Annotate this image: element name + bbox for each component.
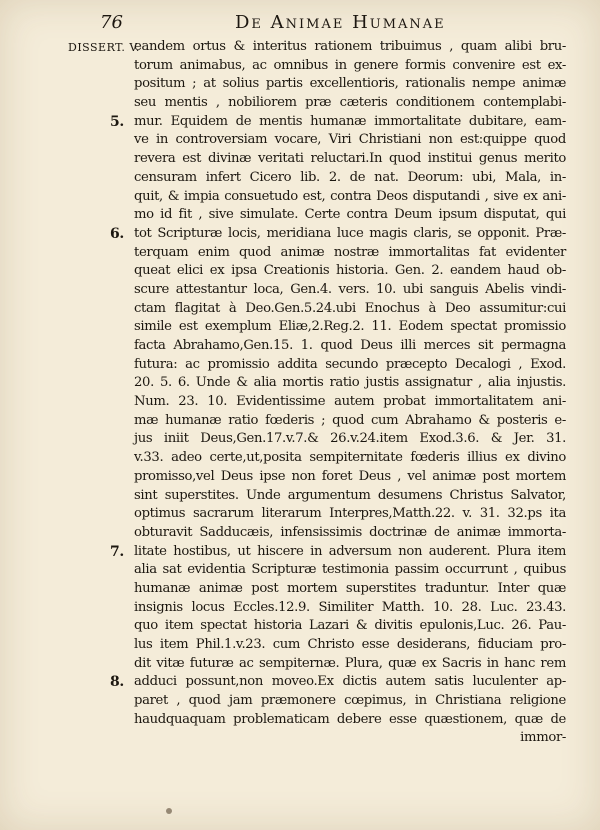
line-text: quit, & impia consuetudo est, contra Deos disputandi , sive ex ani- [134,188,566,204]
text-line [134,131,566,150]
text-line [134,580,566,599]
line-text: queat elici ex ipsa Creationis historia. Gen. 2. eandem haud ob- [134,263,566,279]
text-line [134,188,566,207]
text-line [134,281,566,300]
text-line [134,487,566,506]
text-line [134,412,566,431]
line-text: positum ; at solius partis excellentioris, rationalis nempe animæ [134,76,566,92]
line-text: paret , quod jam præmonere cœpimus, in Christiana religione [134,693,566,709]
line-text: immor- [520,730,566,746]
line-text: 20. 5. 6. Unde & alia mortis ratio justis assignatur , alia injustis. [134,375,566,391]
line-text: promisso,vel Deus ipse non foret Deus , vel animæ post mortem [134,468,566,484]
text-line [134,505,566,524]
section-number: 7. [110,543,124,560]
text-line [134,374,566,393]
line-text: mur. Equidem de mentis humanæ immortalitate dubitare, eam- [134,113,566,129]
line-text: jus iniit Deus,Gen.17.v.7.& 26.v.24.item Exod.3.6. & Jer. 31. [134,431,566,447]
line-text: optimus sacrarum literarum Interpres,Matth.22. v. 31. 32.ps ita [134,506,566,522]
running-head: De Animae Humanae [235,12,446,33]
text-line [134,711,566,730]
section-number: 5. [110,113,124,130]
line-text: ve in controversiam vocare, Viri Christiani non est:quippe quod [134,132,566,148]
text-line [134,337,566,356]
text-line [110,673,566,692]
line-text: obturavit Sadducæis, infensissimis doctrinæ de animæ immorta- [134,524,566,540]
page-header [0,6,600,36]
line-text: eandem ortus & interitus rationem tribuimus , quam alibi bru- [134,39,566,54]
text-line [110,113,566,132]
line-text: humanæ animæ post mortem superstites traduntur. Inter quæ [134,580,566,596]
line-text: alia sat evidentia Scripturæ testimonia passim occurrunt , quibus [134,562,566,578]
line-text: ctam flagitat à Deo.Gen.5.24.ubi Enochus à Deo assumitur:cui [134,300,566,316]
line-text: futura: ac promissio addita secundo præcepto Decalogi , Exod. [134,356,566,372]
line-text: terquam enim quod animæ nostræ immortalitas fat evidenter [134,244,566,260]
line-text: adduci possunt,non moveo.Ex dictis autem satis luculenter ap- [134,674,566,690]
text-line [134,244,566,263]
text-line [110,543,566,562]
text-line [134,38,566,57]
line-text: sint superstites. Unde argumentum desumens Christus Salvator, [134,487,566,503]
text-line [134,729,566,748]
line-text: scure attestantur loca, Gen.4. vers. 10. ubi sanguis Abelis vindi- [134,281,566,297]
text-line [134,300,566,319]
section-number: 6. [110,225,124,242]
line-text: Num. 23. 10. Evidentissime autem probat immortalitatem ani- [134,394,566,410]
text-line [134,169,566,188]
line-text: v.33. adeo certe,ut,posita sempiternitate fœderis illius ex divino [134,450,566,466]
text-line [134,206,566,225]
text-line [134,561,566,580]
paper-spot [166,808,172,814]
body-text [110,38,566,748]
line-text: dit vitæ futuræ ac sempiternæ. Plura, quæ ex Sacris in hanc rem [134,655,566,671]
line-text: censuram infert Cicero lib. 2. de nat. Deorum: ubi, Mala, in- [134,169,566,185]
line-text: mæ humanæ ratio fœderis ; quod cum Abrahamo & posteris e- [134,412,566,428]
margin-note: DISSERT. V. [68,41,140,54]
text-line [134,356,566,375]
text-line [134,599,566,618]
line-text: torum animabus, ac omnibus in genere formis convenire est ex- [134,57,566,73]
text-line [134,655,566,674]
text-line [134,75,566,94]
line-text: simile est exemplum Eliæ,2.Reg.2. 11. Eodem spectat promissio [134,319,566,335]
line-text: haudquaquam problematicam debere esse quæstionem, quæ de [134,711,566,727]
line-text: quo item spectat historia Lazari & divitis epulonis,Luc. 26. Pau- [134,618,566,634]
line-text: seu mentis , nobiliorem præ cæteris conditionem contemplabi- [134,95,566,111]
line-text: facta Abrahamo,Gen.15. 1. quod Deus illi merces sit permagna [134,338,566,353]
text-line [134,94,566,113]
text-line [134,430,566,449]
text-line [134,636,566,655]
page-number: 76 [100,12,123,33]
text-line [134,57,566,76]
text-line [134,692,566,711]
line-text: insignis locus Eccles.12.9. Similiter Matth. 10. 28. Luc. 23.43. [134,599,566,615]
text-line [134,524,566,543]
text-line [110,225,566,244]
section-number: 8. [110,674,124,691]
text-line [134,262,566,281]
text-line [134,449,566,468]
line-text: revera est divinæ veritati reluctari.In quod institui genus merito [134,151,566,167]
text-line [134,468,566,487]
line-text: tot Scripturæ locis, meridiana luce magis claris, se opponit. Præ- [134,225,566,241]
line-text: litate hostibus, ut hiscere in adversum non auderent. Plura item [134,543,566,559]
text-line [134,318,566,337]
text-line [134,617,566,636]
text-line [134,150,566,169]
text-line [134,393,566,412]
line-text: lus item Phil.1.v.23. cum Christo esse desiderans, fiduciam pro- [134,637,566,652]
line-text: mo id fit , sive simulate. Certe contra Deum ipsum disputat, qui [134,207,566,223]
